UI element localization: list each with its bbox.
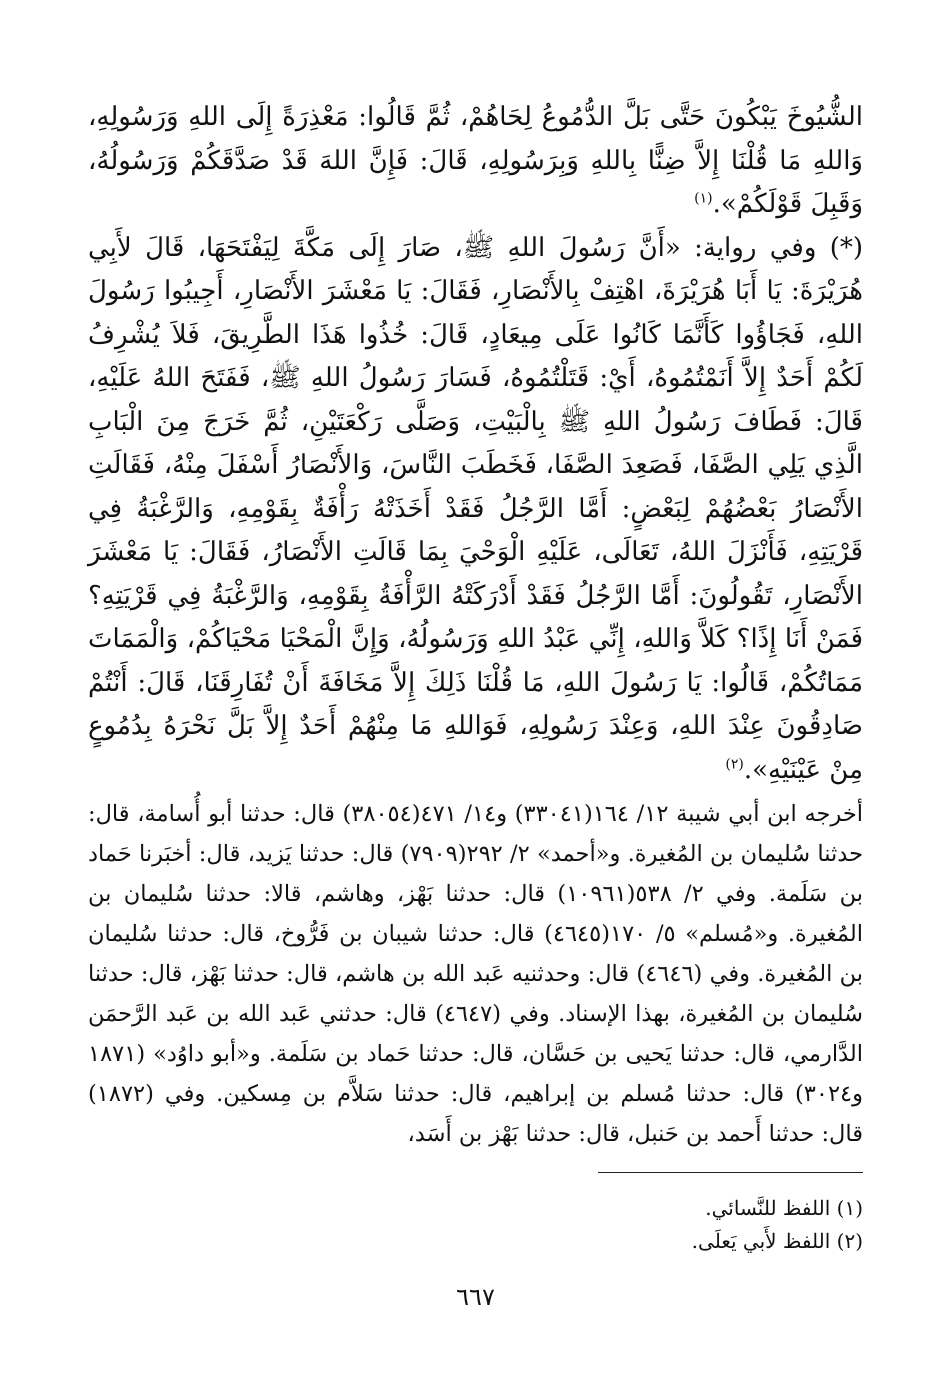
footnote-separator — [598, 1172, 863, 1173]
hadith-paragraph-2 — [88, 227, 863, 793]
hadith-paragraph-1 — [88, 96, 863, 227]
footnote-ref-1: (١) — [694, 190, 713, 207]
takhrij-paragraph: أخرجه ابن أبي شيبة ١٢/ ١٦٤(٣٣٠٤١) و١٤/ ٤٧١(٣٨٠٥٤) قال: حدثنا أبو أُسامة، قال: حدثنا سُليمان بن المُغيرة. و«أحمد» ٢/ ٢٩٢(٧٩٠٩) قال: حدثنا يَزيد، قال: أخبَرنا حَماد بن سَلَمة. وفي ٢/ ٥٣٨(١٠٩٦١) قال: حدثنا بَهْز، وهاشم، قالا: حدثنا سُليمان بن المُغيرة. و«مُسلم» ٥/ ١٧٠(٤٦٤٥) قال: حدثنا شيبان بن فَرُّوخ، قال: حدثنا سُليمان بن المُغيرة. وفي (٤٦٤٦) قال: وحدثنيه عَبد الله بن هاشم، قال: حدثنا بَهْز، قال: حدثنا سُليمان بن المُغيرة، بهذا الإسناد. وفي (٤٦٤٧) قال: حدثني عَبد الله بن عَبد الرَّحمَن الدَّارمي، قال: حدثنا يَحيى بن حَسَّان، قال: حدثنا حَماد بن سَلَمة. و«أبو داوُد» (١٨٧١ و٣٠٢٤) قال: حدثنا مُسلم بن إبراهيم، قال: حدثنا سَلاَّم بن مِسكين. وفي (١٨٧٢) قال: حدثنا أَحمد بن حَنبل، قال: حدثنا بَهْز بن أَسَد، — [88, 801, 864, 1147]
book-page — [88, 96, 863, 1356]
page-number: ٦٦٧ — [456, 1283, 495, 1311]
footnote-ref-2: (٢) — [725, 755, 744, 772]
hadith-text-1: الشُّيُوخَ يَبْكُونَ حَتَّى بَلَّ الدُّمُوعُ لِحَاهُمْ، ثُمَّ قَالُوا: مَعْذِرَةً إِلَى اللهِ وَرَسُولِهِ، وَاللهِ مَا قُلْنَا إِلاَّ ضِنًّا بِاللهِ وَبِرَسُولِهِ، قَالَ: فَإِنَّ اللهَ قَدْ صَدَّقَكُمْ وَرَسُولُهُ، وَقَبِلَ قَوْلَكُمْ». — [88, 102, 863, 219]
footnote-2: (٢) اللفظ لأَبي يَعلَى. — [691, 1229, 863, 1253]
hadith-text-2: (*) وفي رواية: «أَنَّ رَسُولَ اللهِ ﷺ، صَارَ إِلَى مَكَّةَ لِيَفْتَحَهَا، قَالَ لأَبِي هُرَيْرَةَ: يَا أَبَا هُرَيْرَةَ، اهْتِفْ بِالأَنْصَارِ، فَقَالَ: يَا مَعْشَرَ الأَنْصَارِ، أَجِيبُوا رَسُولَ اللهِ، فَجَاؤُوا كَأَنَّمَا كَانُوا عَلَى مِيعَادٍ، قَالَ: خُذُوا هَذَا الطَّرِيقَ، فَلاَ يُشْرِفُ لَكُمْ أَحَدٌ إِلاَّ أَنَمْتُمُوهُ، أَيْ: قَتَلْتُمُوهُ، فَسَارَ رَسُولُ اللهِ ﷺ، فَفَتَحَ اللهُ عَلَيْهِ، قَالَ: فَطَافَ رَسُولُ اللهِ ﷺ بِالْبَيْتِ، وَصَلَّى رَكْعَتَيْنِ، ثُمَّ خَرَجَ مِنَ الْبَابِ الَّذِي يَلِي الصَّفَا، فَصَعِدَ الصَّفَا، فَخَطَبَ النَّاسَ، وَالأَنْصَارُ أَسْفَلَ مِنْهُ، فَقَالَتِ الأَنْصَارُ بَعْضُهُمْ لِبَعْضٍ: أَمَّا الرَّجُلُ فَقَدْ أَخَذَتْهُ رَأْفَةٌ بِقَوْمِهِ، وَالرَّغْبَةُ فِي قَرْيَتِهِ، فَأَنْزَلَ اللهُ، تَعَالَى، عَلَيْهِ الْوَحْيَ بِمَا قَالَتِ الأَنْصَارُ، فَقَالَ: يَا مَعْشَرَ الأَنْصَارِ، تَقُولُونَ: أَمَّا الرَّجُلُ فَقَدْ أَدْرَكَتْهُ الرَّأْفَةُ بِقَوْمِهِ، وَالرَّغْبَةُ فِي قَرْيَتِهِ؟ فَمَنْ أَنَا إِذًا؟ كَلاَّ وَاللهِ، إِنِّي عَبْدُ اللهِ وَرَسُولُهُ، وَإِنَّ الْمَحْيَا مَحْيَاكُمْ، وَالْمَمَاتَ مَمَاتُكُمْ، قَالُوا: يَا رَسُولَ اللهِ، مَا قُلْنَا ذَلِكَ إِلاَّ مَخَافَةَ أَنْ تُفَارِقَنَا، قَالَ: أَنْتُمْ صَادِقُونَ عِنْدَ اللهِ، وَعِنْدَ رَسُولِهِ، فَوَاللهِ مَا مِنْهُمْ أَحَدٌ إِلاَّ بَلَّ نَحْرَهُ بِدُمُوعٍ مِنْ عَيْنَيْهِ». — [88, 232, 863, 785]
footnotes — [88, 1192, 863, 1258]
footnote-1: (١) اللفظ للنَّسائي. — [705, 1196, 863, 1220]
